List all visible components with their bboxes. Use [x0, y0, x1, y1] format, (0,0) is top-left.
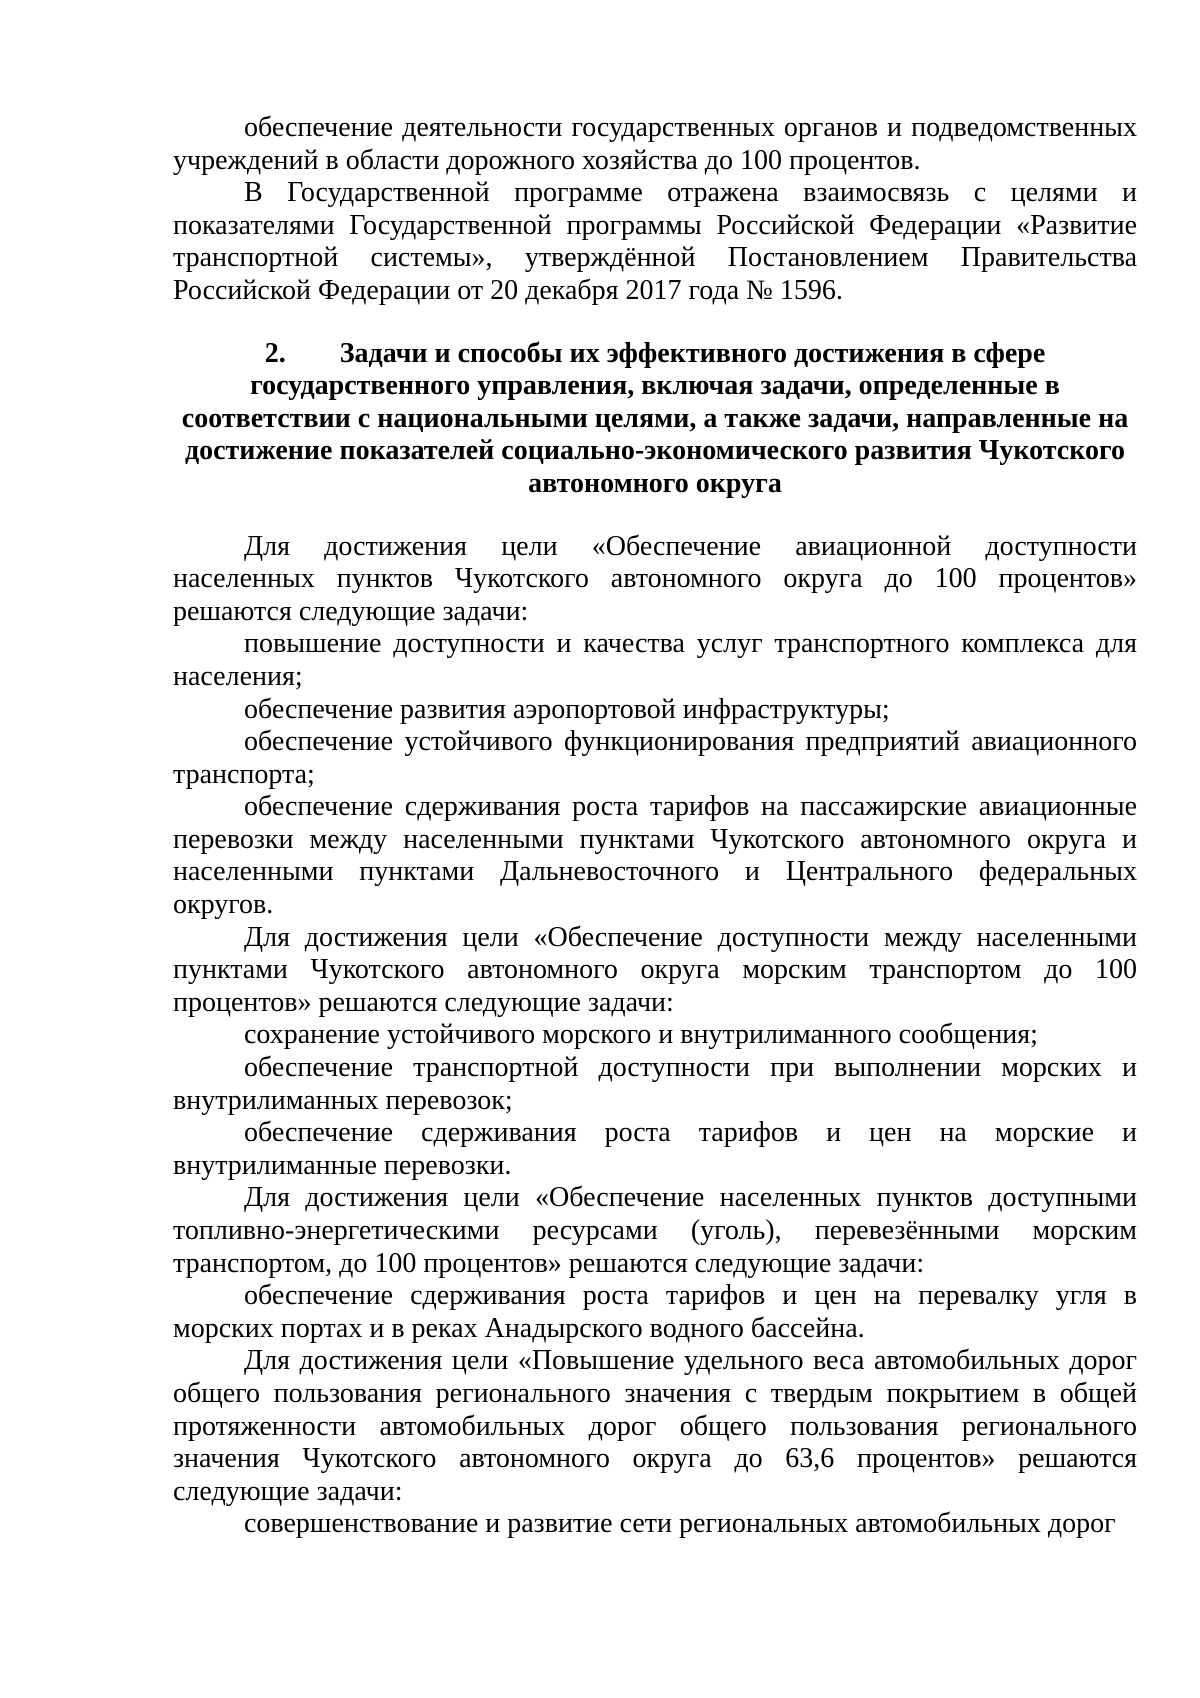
paragraph: сохранение устойчивого морского и внутрилиманного сообщения;	[244, 1019, 1038, 1051]
section-title: Задачи и способы их эффективного достижения в сфере государственного управления, включая задачи, определенные в соответствии с национальными целями, а также задачи, направленные на достижение показателей социально-экономического развития Чукотского автономного округа	[181, 337, 1129, 499]
paragraph: обеспечение сдерживания роста тарифов на пассажирские авиационные перевозки между населенными пунктами Чукотского автономного округа и населенными пунктами Дальневосточного и Центрального федеральных округов.	[173, 791, 1137, 921]
paragraph: совершенствование и развитие сети региональных автомобильных дорог	[244, 1508, 1116, 1540]
paragraph: обеспечение деятельности государственных органов и подведомственных учреждений в области дорожного хозяйства до 100 процентов.	[173, 112, 1137, 176]
paragraph: обеспечение сдерживания роста тарифов и цен на перевалку угля в морских портах и в реках Анадырского водного бассейна.	[173, 1280, 1137, 1344]
section-heading	[173, 338, 1137, 501]
document-body	[173, 112, 1137, 1541]
paragraph: Для достижения цели «Повышение удельного веса автомобильных дорог общего пользования регионального значения с твердым покрытием в общей протяженности автомобильных дорог общего пользования регионального значения Чукотского автономного округа до 63,6 процентов» решаются следующие задачи:	[173, 1345, 1137, 1507]
paragraph: обеспечение сдерживания роста тарифов и цен на морские и внутрилиманные перевозки.	[173, 1117, 1137, 1181]
paragraph: повышение доступности и качества услуг транспортного комплекса для населения;	[173, 628, 1137, 692]
paragraph: Для достижения цели «Обеспечение доступности между населенными пунктами Чукотского автономного округа морским транспортом до 100 процентов» решаются следующие задачи:	[173, 921, 1137, 1018]
paragraph: обеспечение устойчивого функционирования предприятий авиационного транспорта;	[173, 726, 1137, 790]
paragraph: обеспечение транспортной доступности при выполнении морских и внутрилиманных перевозок;	[173, 1052, 1137, 1116]
paragraph: В Государственной программе отражена взаимосвязь с целями и показателями Государственной программы Российской Федерации «Развитие транспортной системы», утверждённой Постановлением Правительства Российской Федерации от 20 декабря 2017 года № 1596.	[173, 177, 1137, 306]
paragraph: обеспечение развития аэропортовой инфраструктуры;	[244, 693, 890, 725]
paragraph: Для достижения цели «Обеспечение населенных пунктов доступными топливно-энергетическими ресурсами (уголь), перевезёнными морским транспортом, до 100 процентов» решаются следующие задачи:	[173, 1182, 1137, 1279]
paragraph: Для достижения цели «Обеспечение авиационной доступности населенных пунктов Чукотского автономного округа до 100 процентов» решаются следующие задачи:	[173, 530, 1137, 627]
section-number: 2.	[264, 337, 286, 369]
